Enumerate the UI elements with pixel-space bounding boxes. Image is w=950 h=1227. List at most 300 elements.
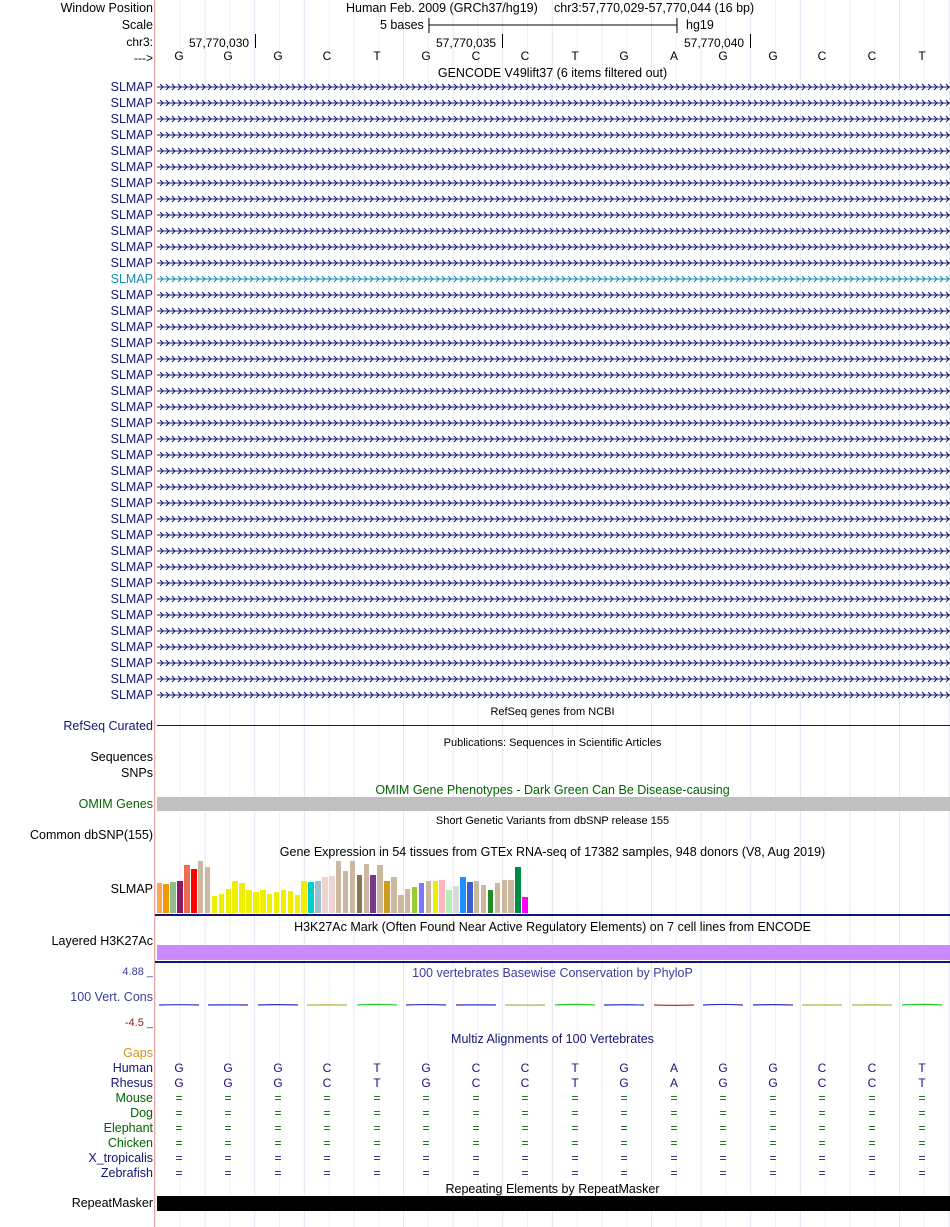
pubs-track-title[interactable]: Publications: Sequences in Scientific Articles: [443, 737, 662, 749]
ruler-tick: [750, 34, 751, 48]
gencode-transcript-label[interactable]: SLMAP: [110, 512, 153, 526]
phylop-plot[interactable]: [155, 995, 950, 1015]
gencode-transcript-label[interactable]: SLMAP: [110, 416, 153, 430]
gencode-transcript-intron[interactable]: [157, 258, 950, 268]
multiz-base: =: [868, 1166, 876, 1180]
multiz-base: =: [175, 1151, 183, 1165]
gencode-transcript-label[interactable]: SLMAP: [110, 624, 153, 638]
gencode-transcript-label[interactable]: SLMAP: [110, 224, 153, 238]
gtex-tissue-bar[interactable]: [322, 877, 328, 913]
multiz-base: =: [571, 1106, 579, 1120]
multiz-base: =: [422, 1151, 430, 1165]
multiz-base: A: [669, 1061, 678, 1075]
gencode-transcript-label[interactable]: SLMAP: [110, 480, 153, 494]
gtex-tissue-bar[interactable]: [377, 865, 383, 913]
gtex-tissue-bar[interactable]: [260, 890, 266, 913]
gencode-transcript-label[interactable]: SLMAP: [110, 208, 153, 222]
gtex-tissue-bar[interactable]: [384, 881, 390, 913]
scale-text: 5 bases: [380, 18, 424, 32]
gtex-tissue-bar[interactable]: [301, 881, 307, 913]
multiz-base: =: [620, 1151, 628, 1165]
h3k27ac-label[interactable]: Layered H3K27Ac: [51, 934, 153, 948]
gtex-tissue-bar[interactable]: [205, 867, 211, 913]
gencode-transcript-intron[interactable]: [157, 322, 950, 332]
gencode-transcript-label[interactable]: SLMAP: [110, 336, 153, 350]
gtex-tissue-bar[interactable]: [515, 867, 521, 913]
gtex-tissue-bar[interactable]: [405, 889, 411, 913]
gencode-transcript-label[interactable]: SLMAP: [110, 368, 153, 382]
multiz-base: =: [373, 1166, 381, 1180]
multiz-base: =: [571, 1136, 579, 1150]
gencode-transcript-intron[interactable]: [157, 674, 950, 684]
gencode-transcript-intron[interactable]: [157, 290, 950, 300]
gtex-tissue-bar[interactable]: [364, 864, 370, 913]
multiz-base: =: [571, 1091, 579, 1105]
multiz-base: =: [175, 1121, 183, 1135]
gencode-transcript-label[interactable]: SLMAP: [110, 176, 153, 190]
multiz-base: G: [768, 1061, 778, 1075]
gencode-transcript-label[interactable]: SLMAP: [110, 144, 153, 158]
gencode-transcript-intron[interactable]: [157, 98, 950, 108]
gtex-tissue-bar[interactable]: [419, 883, 425, 913]
gtex-tissue-bar[interactable]: [412, 887, 418, 913]
multiz-base: =: [373, 1136, 381, 1150]
sequence-base: C: [471, 49, 481, 63]
ruler-tick: [255, 34, 256, 48]
gtex-tissue-bar[interactable]: [460, 877, 466, 913]
multiz-gaps-label: Gaps: [123, 1046, 153, 1060]
gtex-tissue-bar[interactable]: [212, 896, 218, 913]
multiz-base: =: [422, 1136, 430, 1150]
omim-track-title[interactable]: OMIM Gene Phenotypes - Dark Green Can Be Disease-causing: [375, 783, 730, 797]
multiz-base: =: [521, 1091, 529, 1105]
gtex-tissue-bar[interactable]: [170, 882, 176, 913]
gencode-transcript-intron[interactable]: [157, 386, 950, 396]
multiz-base: =: [868, 1136, 876, 1150]
multiz-base: =: [323, 1121, 331, 1135]
h3k27ac-track-border: [155, 961, 950, 963]
gencode-transcript-intron[interactable]: [157, 450, 950, 460]
multiz-base: =: [818, 1106, 826, 1120]
gencode-transcript-intron[interactable]: [157, 210, 950, 220]
gencode-transcript-label[interactable]: SLMAP: [110, 400, 153, 414]
gencode-transcript-intron[interactable]: [157, 530, 950, 540]
gtex-tissue-bar[interactable]: [274, 892, 280, 913]
gencode-transcript-intron[interactable]: [157, 178, 950, 188]
refseq-label[interactable]: RefSeq Curated: [63, 719, 153, 733]
multiz-base: =: [521, 1166, 529, 1180]
gencode-transcript-label[interactable]: SLMAP: [110, 448, 153, 462]
multiz-base: =: [224, 1166, 232, 1180]
multiz-base: =: [571, 1121, 579, 1135]
multiz-species-label[interactable]: Mouse: [115, 1091, 153, 1105]
multiz-base: =: [274, 1106, 282, 1120]
multiz-base: =: [818, 1121, 826, 1135]
window-position-label: Window Position: [60, 1, 153, 15]
multiz-base: =: [373, 1121, 381, 1135]
gencode-transcript-intron[interactable]: [157, 498, 950, 508]
multiz-species-label[interactable]: Dog: [130, 1106, 153, 1120]
multiz-base: =: [719, 1091, 727, 1105]
gencode-transcript-intron[interactable]: [157, 418, 950, 428]
gtex-tissue-bar[interactable]: [157, 883, 163, 913]
gencode-transcript-label[interactable]: SLMAP: [110, 672, 153, 686]
gencode-transcript-label[interactable]: SLMAP: [110, 544, 153, 558]
h3k27ac-track-title[interactable]: H3K27Ac Mark (Often Found Near Active Regulatory Elements) on 7 cell lines from ENCODE: [294, 920, 811, 934]
multiz-base: =: [670, 1106, 678, 1120]
multiz-base: =: [719, 1151, 727, 1165]
multiz-base: T: [571, 1061, 579, 1075]
multiz-base: =: [719, 1136, 727, 1150]
phylop-max-label: 4.88 _: [122, 966, 153, 978]
multiz-base: =: [918, 1136, 926, 1150]
gencode-transcript-label[interactable]: SLMAP: [110, 496, 153, 510]
multiz-species-label[interactable]: Rhesus: [110, 1076, 153, 1090]
gencode-transcript-intron[interactable]: [157, 162, 950, 172]
multiz-base: =: [521, 1106, 529, 1120]
gencode-transcript-intron[interactable]: [157, 578, 950, 588]
gencode-transcript-label[interactable]: SLMAP: [110, 656, 153, 670]
gencode-transcript-intron[interactable]: [157, 594, 950, 604]
phylop-label[interactable]: 100 Vert. Cons: [70, 990, 153, 1004]
gencode-transcript-intron[interactable]: [157, 434, 950, 444]
gtex-tissue-bar[interactable]: [232, 881, 238, 913]
multiz-base: =: [521, 1121, 529, 1135]
multiz-base: =: [323, 1091, 331, 1105]
gencode-transcript-intron[interactable]: [157, 194, 950, 204]
gtex-tissue-bar[interactable]: [295, 895, 301, 913]
multiz-base: =: [521, 1136, 529, 1150]
omim-label[interactable]: OMIM Genes: [78, 797, 153, 811]
multiz-base: =: [670, 1136, 678, 1150]
multiz-base: =: [670, 1091, 678, 1105]
gtex-tissue-bar[interactable]: [267, 894, 273, 913]
gencode-transcript-intron[interactable]: [157, 658, 950, 668]
multiz-base: =: [620, 1091, 628, 1105]
multiz-base: =: [373, 1106, 381, 1120]
multiz-base: =: [472, 1121, 480, 1135]
gtex-tissue-bar[interactable]: [467, 882, 473, 913]
gtex-tissue-bar[interactable]: [308, 882, 314, 913]
phylop-min-label: -4.5 _: [124, 1017, 153, 1029]
multiz-base: G: [718, 1076, 728, 1090]
gencode-transcript-label[interactable]: SLMAP: [110, 352, 153, 366]
refseq-track-title[interactable]: RefSeq genes from NCBI: [490, 706, 615, 718]
gencode-transcript-label[interactable]: SLMAP: [110, 608, 153, 622]
multiz-base: =: [719, 1121, 727, 1135]
gencode-transcript-intron[interactable]: [157, 402, 950, 412]
multiz-base: =: [224, 1091, 232, 1105]
gtex-tissue-bar[interactable]: [315, 881, 321, 913]
gencode-transcript-intron[interactable]: [157, 146, 950, 156]
multiz-base: =: [323, 1151, 331, 1165]
gencode-transcript-intron[interactable]: [157, 482, 950, 492]
multiz-base: =: [175, 1106, 183, 1120]
multiz-base: =: [274, 1166, 282, 1180]
gtex-tissue-bar[interactable]: [184, 865, 190, 913]
gencode-transcript-intron[interactable]: [157, 610, 950, 620]
sequence-base: G: [718, 49, 728, 63]
multiz-base: =: [918, 1121, 926, 1135]
multiz-base: =: [769, 1121, 777, 1135]
multiz-base: =: [274, 1136, 282, 1150]
multiz-base: =: [224, 1151, 232, 1165]
multiz-base: T: [373, 1061, 381, 1075]
gencode-transcript-intron[interactable]: [157, 690, 950, 700]
gtex-tissue-bar[interactable]: [253, 892, 259, 913]
dbsnp-label[interactable]: Common dbSNP(155): [30, 828, 153, 842]
sequence-base: T: [373, 49, 381, 63]
sequence-base: G: [768, 49, 778, 63]
gtex-tissue-bar[interactable]: [226, 889, 232, 913]
multiz-base: C: [817, 1076, 827, 1090]
gtex-tissue-bar[interactable]: [246, 890, 252, 913]
gencode-transcript-intron[interactable]: [157, 114, 950, 124]
gencode-transcript-label[interactable]: SLMAP: [110, 240, 153, 254]
multiz-base: =: [670, 1151, 678, 1165]
gtex-tissue-bar[interactable]: [439, 880, 445, 913]
gtex-tissue-bar[interactable]: [426, 881, 432, 913]
gencode-transcript-intron[interactable]: [157, 354, 950, 364]
gtex-track-border: [155, 914, 950, 916]
gencode-track-title[interactable]: GENCODE V49lift37 (6 items filtered out): [437, 66, 668, 80]
gencode-transcript-label[interactable]: SLMAP: [110, 256, 153, 270]
multiz-base: =: [620, 1121, 628, 1135]
multiz-base: =: [521, 1151, 529, 1165]
gencode-transcript-label[interactable]: SLMAP: [110, 96, 153, 110]
gtex-tissue-bar[interactable]: [177, 881, 183, 913]
gencode-transcript-label[interactable]: SLMAP: [110, 528, 153, 542]
gencode-transcript-intron[interactable]: [157, 306, 950, 316]
multiz-base: G: [718, 1061, 728, 1075]
multiz-base: =: [868, 1151, 876, 1165]
gencode-transcript-intron[interactable]: [157, 626, 950, 636]
repeatmasker-track-title[interactable]: Repeating Elements by RepeatMasker: [445, 1182, 660, 1196]
gtex-tissue-bar[interactable]: [288, 891, 294, 913]
sequence-base: C: [867, 49, 877, 63]
multiz-base: G: [421, 1061, 431, 1075]
multiz-base: =: [274, 1091, 282, 1105]
gtex-tissue-bar[interactable]: [391, 877, 397, 913]
multiz-base: =: [422, 1121, 430, 1135]
gtex-tissue-bar[interactable]: [433, 881, 439, 913]
multiz-species-label[interactable]: Chicken: [107, 1136, 153, 1150]
multiz-base: =: [274, 1121, 282, 1135]
multiz-base: =: [918, 1151, 926, 1165]
multiz-base: =: [323, 1136, 331, 1150]
multiz-base: =: [868, 1106, 876, 1120]
gencode-transcript-intron[interactable]: [157, 514, 950, 524]
gencode-transcript-intron[interactable]: [157, 82, 950, 92]
multiz-base: =: [818, 1166, 826, 1180]
multiz-base: =: [224, 1106, 232, 1120]
gtex-tissue-bar[interactable]: [502, 880, 508, 913]
position-title: chr3:57,770,029-57,770,044 (16 bp): [554, 1, 755, 15]
pubs-sequences-label[interactable]: Sequences: [90, 750, 153, 764]
multiz-base: G: [619, 1061, 629, 1075]
multiz-base: C: [471, 1061, 481, 1075]
multiz-base: =: [323, 1106, 331, 1120]
gencode-transcript-label[interactable]: SLMAP: [110, 320, 153, 334]
gencode-transcript-intron[interactable]: [157, 242, 950, 252]
gtex-tissue-bar[interactable]: [336, 861, 342, 913]
multiz-base: =: [323, 1166, 331, 1180]
gtex-label[interactable]: SLMAP: [110, 882, 153, 896]
gtex-tissue-bar[interactable]: [239, 883, 245, 913]
gencode-transcript-intron[interactable]: [157, 338, 950, 348]
multiz-base: C: [471, 1076, 481, 1090]
multiz-base: =: [769, 1151, 777, 1165]
multiz-base: =: [719, 1106, 727, 1120]
multiz-base: =: [868, 1121, 876, 1135]
multiz-base: =: [620, 1136, 628, 1150]
multiz-base: =: [769, 1136, 777, 1150]
multiz-base: T: [918, 1076, 926, 1090]
sequence-base: G: [619, 49, 629, 63]
multiz-base: =: [670, 1166, 678, 1180]
db-label: hg19: [686, 18, 714, 32]
gtex-tissue-bar[interactable]: [281, 890, 287, 913]
ruler-tick-label: 57,770,035: [436, 36, 497, 50]
scale-bar: [425, 16, 685, 36]
gtex-tissue-bar[interactable]: [508, 880, 514, 913]
gtex-tissue-bar[interactable]: [446, 890, 452, 913]
gencode-transcript-label[interactable]: SLMAP: [110, 192, 153, 206]
gencode-transcript-intron[interactable]: [157, 274, 950, 284]
multiz-species-label[interactable]: Human: [112, 1061, 153, 1075]
multiz-base: =: [918, 1091, 926, 1105]
repeatmasker-label[interactable]: RepeatMasker: [71, 1196, 153, 1210]
gencode-transcript-label[interactable]: SLMAP: [110, 80, 153, 94]
multiz-base: C: [520, 1076, 530, 1090]
multiz-base: =: [818, 1151, 826, 1165]
gencode-transcript-intron[interactable]: [157, 130, 950, 140]
gtex-tissue-bar[interactable]: [329, 876, 335, 913]
multiz-base: G: [174, 1061, 184, 1075]
ruler-tick: [502, 34, 503, 48]
multiz-base: =: [472, 1166, 480, 1180]
multiz-base: =: [719, 1166, 727, 1180]
dbsnp-track-title[interactable]: Short Genetic Variants from dbSNP release 155: [435, 815, 670, 827]
gencode-transcript-label[interactable]: SLMAP: [110, 560, 153, 574]
refseq-feature[interactable]: [157, 725, 950, 726]
gencode-transcript-intron[interactable]: [157, 546, 950, 556]
phylop-score-mark: [902, 1004, 942, 1005]
multiz-base: =: [175, 1091, 183, 1105]
scale-label: Scale: [121, 18, 153, 32]
multiz-base: C: [817, 1061, 827, 1075]
multiz-base: C: [322, 1061, 332, 1075]
ruler-tick-label: 57,770,040: [684, 36, 745, 50]
gencode-transcript-label[interactable]: SLMAP: [110, 128, 153, 142]
gencode-transcript-label[interactable]: SLMAP: [110, 160, 153, 174]
multiz-base: =: [175, 1136, 183, 1150]
multiz-species-label[interactable]: X_tropicalis: [88, 1151, 153, 1165]
gencode-transcript-label[interactable]: SLMAP: [110, 464, 153, 478]
gencode-transcript-intron[interactable]: [157, 466, 950, 476]
gencode-transcript-label[interactable]: SLMAP: [110, 576, 153, 590]
h3k27ac-signal[interactable]: [157, 945, 950, 960]
gtex-track-title[interactable]: Gene Expression in 54 tissues from GTEx RNA-seq of 17382 samples, 948 donors (V8, Aug 2019): [279, 845, 826, 859]
multiz-base: =: [571, 1151, 579, 1165]
multiz-track-title[interactable]: Multiz Alignments of 100 Vertebrates: [451, 1032, 654, 1046]
gencode-transcript-intron[interactable]: [157, 226, 950, 236]
multiz-base: =: [769, 1106, 777, 1120]
gtex-tissue-bar[interactable]: [398, 895, 404, 913]
gtex-tissue-bar[interactable]: [343, 871, 349, 913]
multiz-base: =: [670, 1121, 678, 1135]
multiz-base: =: [868, 1091, 876, 1105]
gtex-tissue-bar[interactable]: [522, 897, 528, 913]
multiz-base: G: [223, 1076, 233, 1090]
gencode-transcript-label[interactable]: SLMAP: [110, 112, 153, 126]
ruler-tick-label: 57,770,030: [189, 36, 250, 50]
gtex-tissue-bar[interactable]: [198, 861, 204, 913]
multiz-species-label[interactable]: Elephant: [103, 1121, 153, 1135]
phylop-track-title[interactable]: 100 vertebrates Basewise Conservation by PhyloP: [412, 966, 693, 980]
gencode-transcript-intron[interactable]: [157, 562, 950, 572]
gencode-transcript-label[interactable]: SLMAP: [110, 384, 153, 398]
multiz-base: G: [421, 1076, 431, 1090]
multiz-species-label[interactable]: Zebrafish: [100, 1166, 153, 1180]
gtex-tissue-bar[interactable]: [453, 886, 459, 913]
multiz-base: C: [322, 1076, 332, 1090]
gtex-tissue-bar[interactable]: [191, 869, 197, 913]
gtex-tissue-bar[interactable]: [370, 875, 376, 913]
multiz-base: =: [620, 1166, 628, 1180]
sequence-base: G: [273, 49, 283, 63]
gencode-transcript-label[interactable]: SLMAP: [110, 272, 153, 286]
repeatmasker-feature[interactable]: [157, 1196, 950, 1211]
gtex-tissue-bar[interactable]: [474, 881, 480, 913]
sequence-base: G: [174, 49, 184, 63]
gtex-tissue-bar[interactable]: [350, 861, 356, 913]
gencode-transcript-label[interactable]: SLMAP: [110, 288, 153, 302]
gtex-tissue-bar[interactable]: [219, 894, 225, 913]
gtex-tissue-bar[interactable]: [163, 884, 169, 913]
sequence-base: C: [817, 49, 827, 63]
multiz-base: T: [571, 1076, 579, 1090]
phylop-score-mark: [555, 1004, 595, 1005]
multiz-base: =: [274, 1151, 282, 1165]
multiz-base: =: [472, 1091, 480, 1105]
gencode-transcript-intron[interactable]: [157, 642, 950, 652]
gencode-transcript-label[interactable]: SLMAP: [110, 592, 153, 606]
gtex-tissue-bar[interactable]: [481, 885, 487, 913]
gencode-transcript-label[interactable]: SLMAP: [110, 640, 153, 654]
gtex-tissue-bar[interactable]: [495, 883, 501, 913]
gencode-transcript-label[interactable]: SLMAP: [110, 688, 153, 702]
gencode-transcript-intron[interactable]: [157, 370, 950, 380]
multiz-base: =: [422, 1106, 430, 1120]
multiz-base: T: [918, 1061, 926, 1075]
pubs-snps-label[interactable]: SNPs: [121, 766, 153, 780]
gtex-tissue-bar[interactable]: [488, 890, 494, 913]
sequence-base: T: [571, 49, 579, 63]
multiz-base: =: [818, 1091, 826, 1105]
gencode-transcript-label[interactable]: SLMAP: [110, 304, 153, 318]
multiz-base: G: [619, 1076, 629, 1090]
sequence-base: T: [918, 49, 926, 63]
gencode-transcript-label[interactable]: SLMAP: [110, 432, 153, 446]
gtex-tissue-bar[interactable]: [357, 875, 363, 913]
multiz-base: A: [669, 1076, 678, 1090]
strand-label: --->: [134, 51, 153, 65]
multiz-base: =: [175, 1166, 183, 1180]
multiz-base: G: [223, 1061, 233, 1075]
omim-feature-bar[interactable]: [157, 797, 950, 811]
multiz-base: =: [373, 1091, 381, 1105]
